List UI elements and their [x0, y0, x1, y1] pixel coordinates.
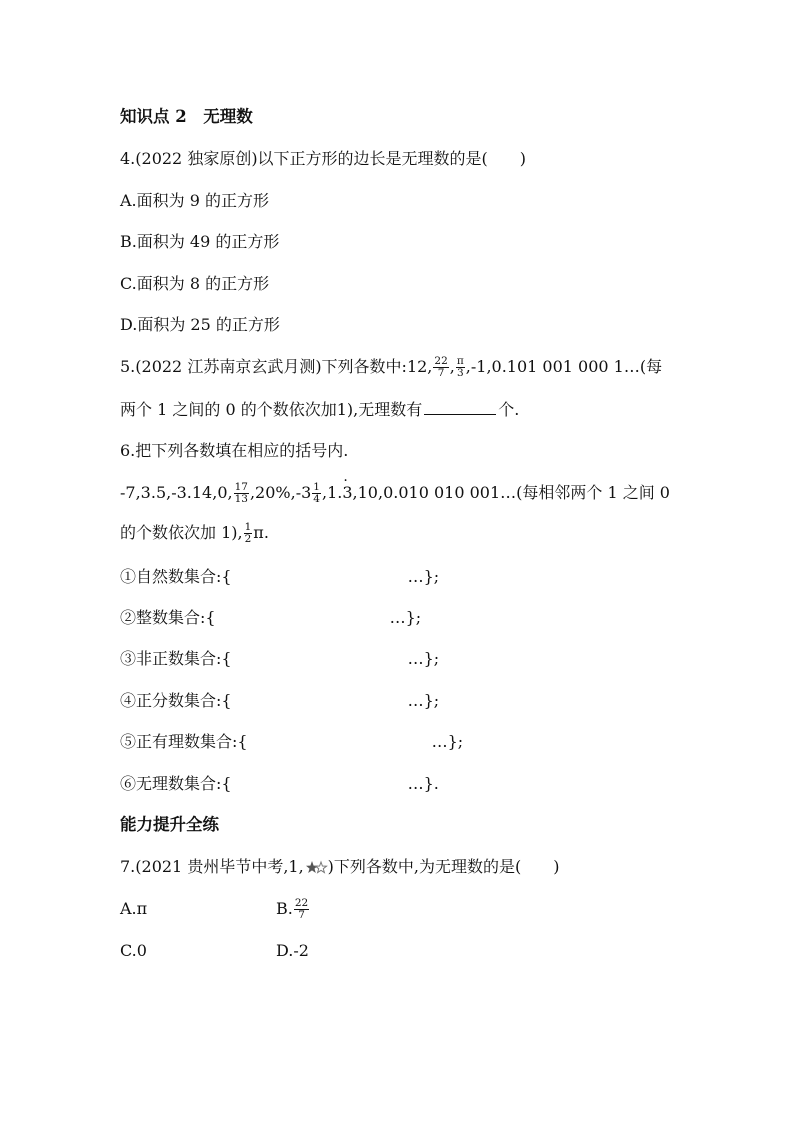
- denominator: 3: [456, 367, 464, 379]
- set-label: ②整数集合:{: [120, 608, 216, 627]
- set-end: …};: [431, 732, 464, 751]
- q4-option-d: D.面积为 25 的正方形: [120, 315, 280, 334]
- numerator: 1: [313, 481, 320, 493]
- q5-answer-blank[interactable]: [424, 400, 496, 415]
- q5-line2: [120, 399, 519, 421]
- set-label: ③非正数集合:{: [120, 649, 232, 668]
- set-end: …};: [389, 608, 422, 627]
- difficulty-star-icon: [306, 860, 328, 876]
- q7-option-d: D.-2: [276, 941, 309, 960]
- numerator: 17: [234, 481, 248, 493]
- q7-option-b: [276, 898, 310, 921]
- set-label: ①自然数集合:{: [120, 567, 232, 586]
- q6-numbers-a: -7,3.5,-3.14,0,: [120, 483, 233, 502]
- q5-prefix: 5.(2022 江苏南京玄武月测)下列各数中:12,: [120, 357, 433, 376]
- set-end: …}.: [407, 774, 439, 793]
- q6-fraction-1-2: [244, 522, 253, 545]
- q6-fraction-1-4: [312, 482, 321, 505]
- section-title-ability: 能力提升全练: [120, 815, 219, 834]
- q5-suffix: ,-1,0.101 001 000 1…(每: [465, 357, 663, 376]
- q5-fraction-pi-3: [456, 356, 465, 379]
- numerator: 22: [294, 897, 309, 909]
- q6-set-natural: [120, 566, 439, 588]
- q6-set-positive-fraction: [120, 690, 439, 712]
- numerator: π: [456, 355, 464, 367]
- q6-fraction-17-13: [234, 482, 249, 505]
- set-label: ④正分数集合:{: [120, 691, 232, 710]
- q7-fraction-22-7: [294, 898, 309, 921]
- q5-fraction-22-7: [433, 356, 448, 379]
- q6-set-irrational: [120, 773, 439, 795]
- q6-line3: [120, 522, 269, 545]
- q5-line2-end: 个.: [498, 400, 520, 419]
- numerator: 1: [244, 521, 252, 533]
- q6-set-nonpositive: [120, 648, 439, 670]
- q7-stem: [120, 856, 560, 878]
- set-label: ⑥无理数集合:{: [120, 774, 232, 793]
- q6-stem: 6.把下列各数填在相应的括号内.: [120, 441, 349, 460]
- q4-option-c: C.面积为 8 的正方形: [120, 274, 270, 293]
- q6-set-positive-rational: [120, 731, 463, 753]
- set-label: ⑤正有理数集合:{: [120, 732, 248, 751]
- set-end: …};: [407, 691, 440, 710]
- denominator: 13: [234, 493, 248, 505]
- q7-option-a: A.π: [120, 899, 148, 918]
- q5-line2-text: 两个 1 之间的 0 的个数依次加1),无理数有: [120, 400, 423, 419]
- q6-numbers-e: ,10,0.010 010 001…(每相邻两个 1 之间 0: [352, 483, 670, 502]
- q7-stem-prefix: 7.(2021 贵州毕节中考,1,: [120, 857, 304, 876]
- denominator: 7: [437, 367, 445, 379]
- q4-option-b: B.面积为 49 的正方形: [120, 232, 280, 251]
- q4-option-a: A.面积为 9 的正方形: [120, 191, 269, 210]
- q6-numbers-b: ,20%,-3: [249, 483, 312, 502]
- denominator: 4: [313, 493, 320, 505]
- section-title-irrational: 知识点 2 无理数: [120, 107, 253, 126]
- q5-line1: 5.(2022 江苏南京玄武月测)下列各数中:12, $\frac{22}{7}$ , $\frac{\pi}{3}$ ,-1,0.101 001 000 1…(每: [120, 355, 663, 379]
- set-end: …};: [407, 649, 440, 668]
- q6-numbers-g: π.: [253, 523, 269, 542]
- q7-option-c: C.0: [120, 941, 147, 960]
- numerator: 22: [434, 355, 448, 367]
- q6-repeating-digit: · 3: [342, 482, 352, 504]
- q6-numbers-f: 的个数依次加 1),: [120, 523, 243, 542]
- set-end: …};: [407, 567, 440, 586]
- option-label: B.: [276, 899, 293, 918]
- q4-stem: 4.(2022 独家原创)以下正方形的边长是无理数的是( ): [120, 149, 527, 168]
- denominator: 7: [298, 909, 305, 921]
- denominator: 2: [244, 533, 252, 545]
- q6-line2: [120, 482, 670, 505]
- q6-set-integer: [120, 607, 421, 629]
- q6-numbers-c: ,1.: [321, 483, 343, 502]
- q7-stem-suffix: )下列各数中,为无理数的是( ): [327, 857, 560, 876]
